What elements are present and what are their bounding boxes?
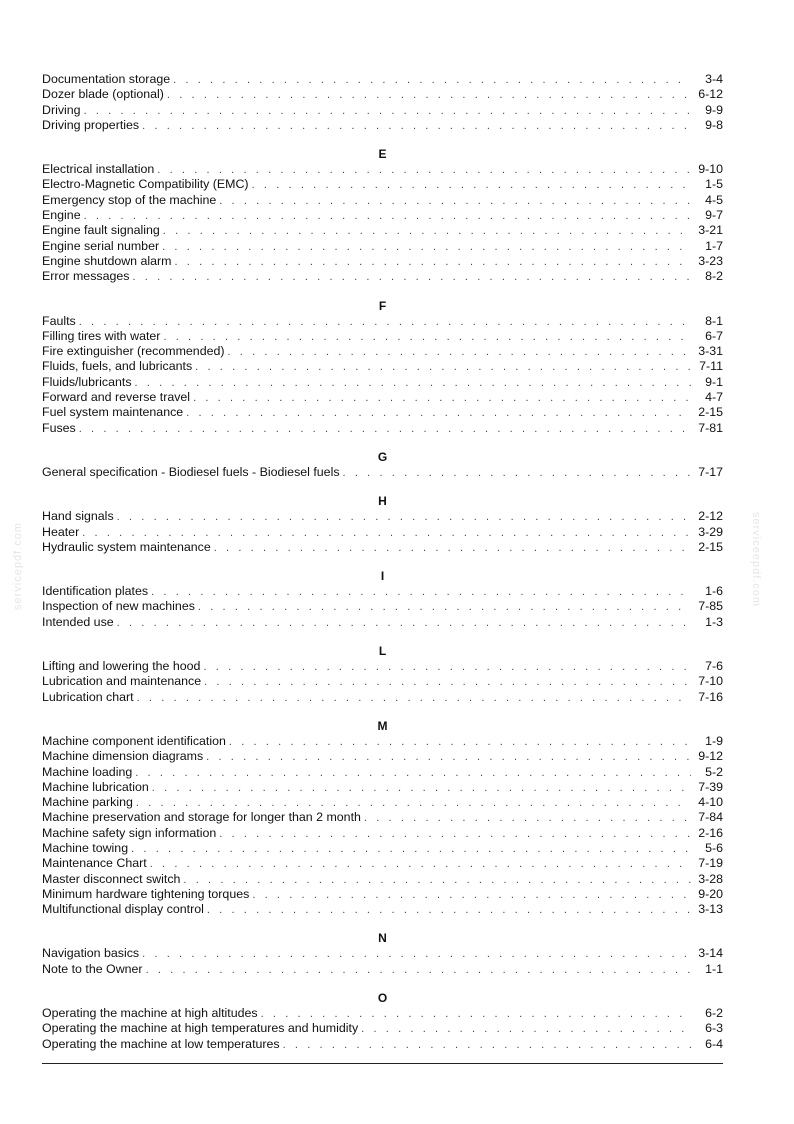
- index-entry[interactable]: [42, 749, 723, 764]
- dot-leader: [157, 162, 691, 178]
- dot-leader: [135, 765, 691, 781]
- dot-leader: [163, 223, 691, 239]
- dot-leader: [343, 465, 691, 481]
- index-entry-page: 7-6: [705, 659, 723, 674]
- dot-leader: [361, 1021, 691, 1037]
- index-section-h: [42, 494, 723, 555]
- index-entry-label: Hydraulic system maintenance: [42, 539, 211, 554]
- index-section-i: [42, 569, 723, 630]
- index-entry-page: 7-19: [698, 856, 723, 871]
- index-section-l: [42, 644, 723, 705]
- index-entry-page: 7-16: [698, 689, 723, 704]
- index-entry-page: 7-10: [698, 674, 723, 689]
- index-entry[interactable]: [42, 599, 723, 614]
- index-entry[interactable]: [42, 902, 723, 917]
- index-entry[interactable]: [42, 810, 723, 825]
- index-entry[interactable]: [42, 540, 723, 555]
- index-list: [42, 72, 723, 1052]
- dot-leader: [136, 795, 691, 811]
- index-entry[interactable]: [42, 177, 723, 192]
- index-entry-label: Maintenance Chart: [42, 856, 147, 871]
- dot-leader: [131, 841, 691, 857]
- dot-leader: [163, 329, 691, 345]
- dot-leader: [152, 780, 691, 796]
- index-entry-page: 4-5: [705, 192, 723, 207]
- dot-leader: [203, 659, 691, 675]
- dot-leader: [261, 1006, 691, 1022]
- index-entry[interactable]: [42, 359, 723, 374]
- dot-leader: [132, 269, 691, 285]
- index-entry-label: General specification - Biodiesel fuels - Biodiesel fuels: [42, 464, 340, 479]
- index-entry[interactable]: [42, 193, 723, 208]
- dot-leader: [193, 390, 691, 406]
- index-entry[interactable]: [42, 856, 723, 871]
- index-entry-page: 9-1: [705, 374, 723, 389]
- dot-leader: [207, 902, 691, 918]
- index-entry-label: Lifting and lowering the hood: [42, 659, 201, 674]
- index-section-g: [42, 450, 723, 480]
- dot-leader: [364, 810, 691, 826]
- index-entry-label: Machine lubrication: [42, 779, 149, 794]
- index-entry-page: 7-85: [698, 599, 723, 614]
- dot-leader: [137, 690, 691, 706]
- index-entry[interactable]: [42, 946, 723, 961]
- index-entry-page: 3-28: [698, 871, 723, 886]
- dot-leader: [79, 314, 691, 330]
- index-entry-label: Intended use: [42, 614, 114, 629]
- index-entry-page: 6-2: [705, 1006, 723, 1021]
- dot-leader: [214, 540, 691, 556]
- index-entry-page: 5-2: [705, 764, 723, 779]
- section-letter-heading: L: [378, 644, 387, 659]
- dot-leader: [84, 208, 691, 224]
- index-entry-label: Machine safety sign information: [42, 825, 217, 840]
- index-entry-label: Electrical installation: [42, 162, 155, 177]
- index-entry-page: 9-8: [705, 117, 723, 132]
- index-entry-label: Emergency stop of the machine: [42, 192, 217, 207]
- index-entry[interactable]: [42, 887, 723, 902]
- dot-leader: [206, 749, 691, 765]
- dot-leader: [204, 674, 691, 690]
- index-entry-label: Dozer blade (optional): [42, 87, 164, 102]
- index-entry-label: Error messages: [42, 269, 130, 284]
- dot-leader: [252, 887, 691, 903]
- dot-leader: [142, 118, 691, 134]
- index-entry[interactable]: [42, 841, 723, 856]
- index-entry[interactable]: [42, 962, 723, 977]
- index-entry[interactable]: [42, 1037, 723, 1052]
- index-entry-label: Machine towing: [42, 840, 129, 855]
- index-entry-label: Machine loading: [42, 764, 133, 779]
- index-entry-page: 1-3: [705, 614, 723, 629]
- dot-leader: [84, 103, 691, 119]
- watermark-right: serviceepdf.com: [750, 512, 762, 608]
- index-entry[interactable]: [42, 421, 723, 436]
- index-entry-label: Lubrication chart: [42, 689, 134, 704]
- index-entry-page: 1-5: [705, 177, 723, 192]
- dot-leader: [252, 177, 691, 193]
- index-entry[interactable]: [42, 118, 723, 133]
- index-entry-page: 2-15: [698, 405, 723, 420]
- section-letter-heading: M: [377, 718, 388, 733]
- dot-leader: [151, 584, 691, 600]
- index-entry-page: 9-7: [705, 208, 723, 223]
- index-entry[interactable]: [42, 509, 723, 524]
- dot-leader: [183, 872, 691, 888]
- index-entry[interactable]: [42, 1006, 723, 1021]
- index-entry[interactable]: [42, 375, 723, 390]
- index-entry-page: 3-13: [698, 902, 723, 917]
- index-entry-label: Electro-Magnetic Compatibility (EMC): [42, 177, 249, 192]
- watermark-left: servicepdf.com: [12, 522, 24, 610]
- index-entry-page: 8-1: [705, 313, 723, 328]
- dot-leader: [79, 421, 691, 437]
- section-letter-heading: H: [378, 494, 387, 509]
- index-entry-label: Note to the Owner: [42, 961, 143, 976]
- section-letter-heading: G: [377, 449, 388, 464]
- index-entry-label: Forward and reverse travel: [42, 390, 191, 405]
- index-section-n: [42, 931, 723, 977]
- index-entry-label: Operating the machine at high altitudes: [42, 1006, 258, 1021]
- index-entry[interactable]: [42, 72, 723, 87]
- index-entry-label: Lubrication and maintenance: [42, 674, 202, 689]
- index-entry[interactable]: [42, 344, 723, 359]
- index-entry[interactable]: [42, 162, 723, 177]
- index-entry[interactable]: [42, 269, 723, 284]
- dot-leader: [167, 87, 691, 103]
- bottom-rule: [42, 1063, 723, 1064]
- section-letter-heading: F: [378, 298, 387, 313]
- index-entry-page: 6-12: [698, 87, 723, 102]
- dot-leader: [173, 72, 691, 88]
- index-entry[interactable]: [42, 239, 723, 254]
- dot-leader: [146, 962, 691, 978]
- index-section-d: [42, 72, 723, 133]
- index-entry-page: 5-6: [705, 840, 723, 855]
- index-entry-page: 9-12: [698, 749, 723, 764]
- index-entry-label: Operating the machine at low temperatures: [42, 1036, 280, 1051]
- index-section-m: [42, 719, 723, 918]
- index-entry-label: Minimum hardware tightening torques: [42, 886, 250, 901]
- index-entry-label: Machine component identification: [42, 733, 226, 748]
- index-entry[interactable]: [42, 1021, 723, 1036]
- index-entry[interactable]: [42, 659, 723, 674]
- index-entry-label: Driving properties: [42, 117, 140, 132]
- index-entry-label: Fluids, fuels, and lubricants: [42, 359, 193, 374]
- dot-leader: [219, 826, 691, 842]
- index-entry-page: 9-10: [698, 162, 723, 177]
- index-entry[interactable]: [42, 208, 723, 223]
- index-entry-label: Fluids/lubricants: [42, 374, 132, 389]
- index-entry-label: Master disconnect switch: [42, 871, 181, 886]
- index-entry[interactable]: [42, 254, 723, 269]
- index-entry-page: 3-14: [698, 946, 723, 961]
- index-entry-page: 2-15: [698, 539, 723, 554]
- section-letter-heading: I: [380, 569, 385, 584]
- index-entry-label: Inspection of new machines: [42, 599, 195, 614]
- index-entry[interactable]: [42, 314, 723, 329]
- dot-leader: [162, 239, 691, 255]
- index-section-o: [42, 991, 723, 1052]
- dot-leader: [135, 375, 691, 391]
- index-entry-page: 3-29: [698, 524, 723, 539]
- dot-leader: [142, 946, 691, 962]
- index-entry-label: Operating the machine at high temperatures and humidity: [42, 1021, 359, 1036]
- index-entry-label: Driving: [42, 102, 81, 117]
- index-entry[interactable]: [42, 780, 723, 795]
- index-entry-page: 1-9: [705, 733, 723, 748]
- index-entry-page: 3-31: [698, 344, 723, 359]
- index-entry[interactable]: [42, 795, 723, 810]
- index-entry-page: 9-9: [705, 102, 723, 117]
- index-entry[interactable]: [42, 465, 723, 480]
- index-entry[interactable]: [42, 765, 723, 780]
- index-entry[interactable]: [42, 405, 723, 420]
- index-entry[interactable]: [42, 584, 723, 599]
- index-entry-label: Documentation storage: [42, 72, 171, 86]
- index-entry-page: 3-4: [705, 72, 723, 86]
- section-letter-heading: E: [378, 147, 387, 162]
- index-section-e: [42, 147, 723, 284]
- dot-leader: [186, 405, 691, 421]
- dot-leader: [229, 734, 691, 750]
- index-entry-page: 4-10: [698, 795, 723, 810]
- index-entry-page: 1-6: [705, 584, 723, 599]
- index-entry-label: Engine: [42, 208, 81, 223]
- index-entry-label: Engine serial number: [42, 238, 160, 253]
- dot-leader: [198, 599, 691, 615]
- index-entry-page: 3-23: [698, 253, 723, 268]
- index-entry-label: Faults: [42, 313, 76, 328]
- index-entry-label: Machine parking: [42, 795, 133, 810]
- index-entry[interactable]: [42, 525, 723, 540]
- index-entry-page: 6-7: [705, 328, 723, 343]
- index-entry-label: Multifunctional display control: [42, 902, 204, 917]
- index-entry-page: 7-17: [698, 464, 723, 479]
- index-entry-page: 8-2: [705, 269, 723, 284]
- index-entry-label: Fire extinguisher (recommended): [42, 344, 225, 359]
- index-entry[interactable]: [42, 690, 723, 705]
- index-entry-label: Engine fault signaling: [42, 223, 160, 238]
- index-entry[interactable]: [42, 103, 723, 118]
- index-entry-page: 6-4: [705, 1036, 723, 1051]
- index-entry[interactable]: [42, 615, 723, 630]
- index-entry-page: 9-20: [698, 886, 723, 901]
- dot-leader: [175, 254, 692, 270]
- dot-leader: [117, 615, 691, 631]
- index-entry-page: 7-11: [699, 359, 723, 374]
- index-entry-page: 7-81: [698, 420, 723, 435]
- dot-leader: [283, 1037, 691, 1053]
- index-entry-page: 7-39: [698, 779, 723, 794]
- section-letter-heading: O: [377, 991, 388, 1006]
- index-entry-label: Machine preservation and storage for longer than 2 month: [42, 810, 361, 825]
- index-entry[interactable]: [42, 87, 723, 102]
- dot-leader: [228, 344, 692, 360]
- index-section-f: [42, 299, 723, 436]
- dot-leader: [150, 856, 691, 872]
- index-entry[interactable]: [42, 329, 723, 344]
- index-entry-label: Navigation basics: [42, 946, 140, 961]
- index-entry-page: 4-7: [705, 390, 723, 405]
- index-entry-page: 1-1: [705, 961, 723, 976]
- index-entry-page: 2-12: [698, 509, 723, 524]
- index-entry[interactable]: [42, 734, 723, 749]
- index-entry-label: Hand signals: [42, 509, 114, 524]
- index-entry-label: Fuel system maintenance: [42, 405, 184, 420]
- dot-leader: [117, 509, 691, 525]
- index-entry-label: Machine dimension diagrams: [42, 749, 204, 764]
- index-entry-label: Filling tires with water: [42, 328, 161, 343]
- index-entry-label: Engine shutdown alarm: [42, 253, 172, 268]
- index-entry-page: 6-3: [705, 1021, 723, 1036]
- dot-leader: [219, 193, 691, 209]
- index-entry[interactable]: [42, 674, 723, 689]
- index-entry[interactable]: [42, 390, 723, 405]
- index-entry-page: 2-16: [698, 825, 723, 840]
- section-letter-heading: N: [378, 931, 387, 946]
- index-entry-label: Heater: [42, 524, 80, 539]
- index-entry-label: Fuses: [42, 420, 76, 435]
- index-entry[interactable]: [42, 223, 723, 238]
- index-entry-label: Identification plates: [42, 584, 149, 599]
- dot-leader: [82, 525, 691, 541]
- index-entry-page: 1-7: [705, 238, 723, 253]
- index-entry-page: 3-21: [698, 223, 723, 238]
- index-entry[interactable]: [42, 826, 723, 841]
- index-entry[interactable]: [42, 872, 723, 887]
- index-entry-page: 7-84: [698, 810, 723, 825]
- dot-leader: [195, 359, 691, 375]
